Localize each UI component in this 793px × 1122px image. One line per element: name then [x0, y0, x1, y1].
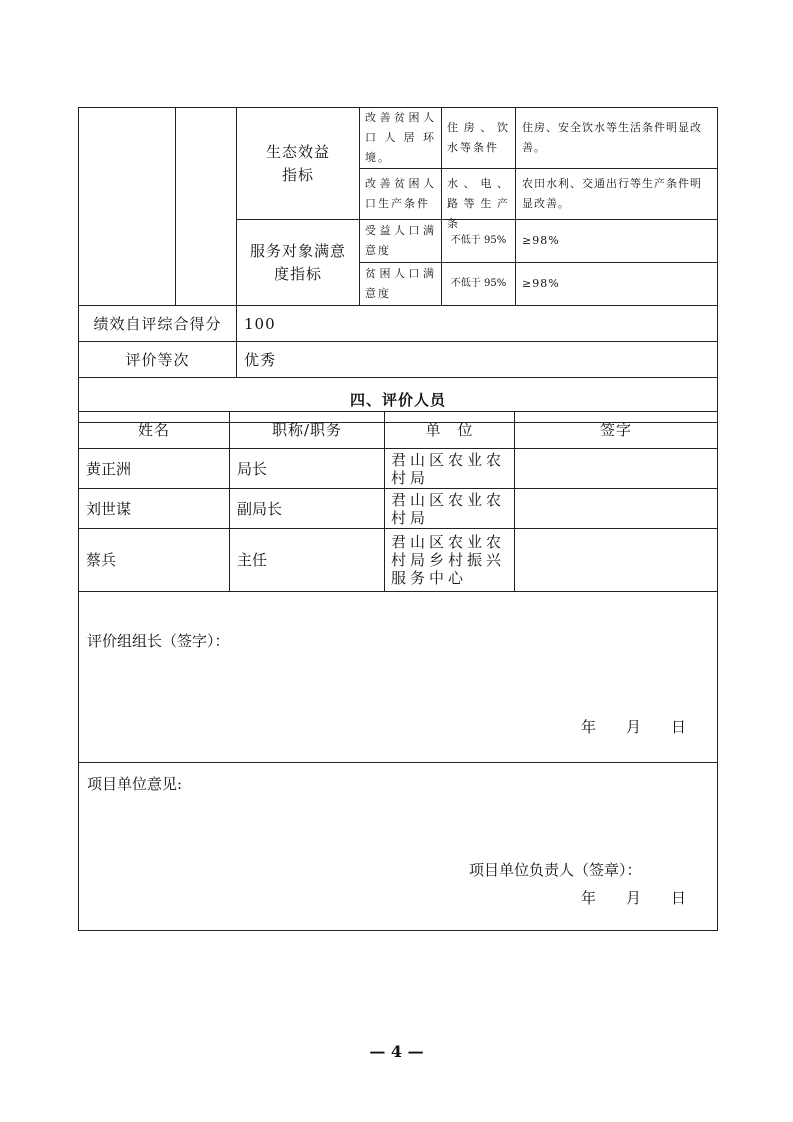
score-value: 100 — [237, 306, 718, 342]
header-unit: 单 位 — [385, 412, 515, 449]
unit-opinion-box — [79, 763, 718, 931]
evaluator-signature — [515, 489, 718, 529]
leader-signature-row — [79, 592, 718, 763]
unit-signer-label: 项目单位负责人（签章）： — [469, 861, 642, 879]
category-ecological: 生态效益 指标 — [237, 108, 360, 220]
category-satisfaction: 服务对象满意 度指标 — [237, 220, 360, 306]
leader-signature-label: 评价组组长（签字）： — [87, 632, 230, 650]
indicator-name: 改善贫困人口生产条件 — [360, 169, 442, 220]
score-row — [79, 306, 718, 342]
evaluator-name: 刘世谋 — [79, 489, 230, 529]
indicator-row — [79, 108, 718, 169]
evaluator-unit: 君山区农业农村局乡村振兴服务中心 — [385, 529, 515, 592]
blank-level1-cell — [79, 108, 176, 306]
evaluator-header-row — [79, 412, 718, 449]
header-signature: 签字 — [515, 412, 718, 449]
indicator-target: 住房、饮水等条件 — [442, 108, 516, 169]
unit-opinion-label: 项目单位意见: — [87, 775, 183, 793]
evaluator-signature — [515, 529, 718, 592]
evaluator-unit: 君山区农业农村局 — [385, 489, 515, 529]
evaluator-row — [79, 489, 718, 529]
indicator-actual: ≥98% — [516, 263, 718, 306]
grade-row — [79, 342, 718, 378]
evaluator-unit: 君山区农业农村局 — [385, 449, 515, 489]
indicator-target: 水、电、路等生产条 — [442, 169, 516, 220]
indicator-target: 不低于 95% — [442, 220, 516, 263]
evaluator-name: 黄正洲 — [79, 449, 230, 489]
evaluator-title: 副局长 — [230, 489, 385, 529]
evaluator-row — [79, 529, 718, 592]
unit-opinion-row — [79, 763, 718, 931]
evaluator-table — [78, 411, 718, 592]
indicator-name: 改善贫困人口人居环境。 — [360, 108, 442, 169]
performance-indicator-table — [78, 107, 718, 423]
header-name: 姓名 — [79, 412, 230, 449]
signature-table — [78, 591, 718, 931]
leader-signature-box — [79, 592, 718, 763]
evaluator-title: 局长 — [230, 449, 385, 489]
unit-opinion-date: 年 月 日 — [581, 889, 687, 907]
score-label: 绩效自评综合得分 — [79, 306, 237, 342]
blank-level2-cell — [176, 108, 237, 306]
grade-value: 优秀 — [237, 342, 718, 378]
leader-signature-date: 年 月 日 — [581, 718, 687, 736]
section-title: 四、评价人员 — [79, 378, 718, 423]
page-number: — 4 — — [369, 1042, 424, 1061]
evaluator-row — [79, 449, 718, 489]
indicator-actual: 住房、安全饮水等生活条件明显改善。 — [516, 108, 718, 169]
header-title: 职称/职务 — [230, 412, 385, 449]
indicator-actual: 农田水利、交通出行等生产条件明显改善。 — [516, 169, 718, 220]
grade-label: 评价等次 — [79, 342, 237, 378]
evaluator-signature — [515, 449, 718, 489]
indicator-actual: ≥98% — [516, 220, 718, 263]
indicator-name: 受益人口满意度 — [360, 220, 442, 263]
indicator-target: 不低于 95% — [442, 263, 516, 306]
evaluator-title: 主任 — [230, 529, 385, 592]
evaluator-name: 蔡兵 — [79, 529, 230, 592]
indicator-name: 贫困人口满意度 — [360, 263, 442, 306]
